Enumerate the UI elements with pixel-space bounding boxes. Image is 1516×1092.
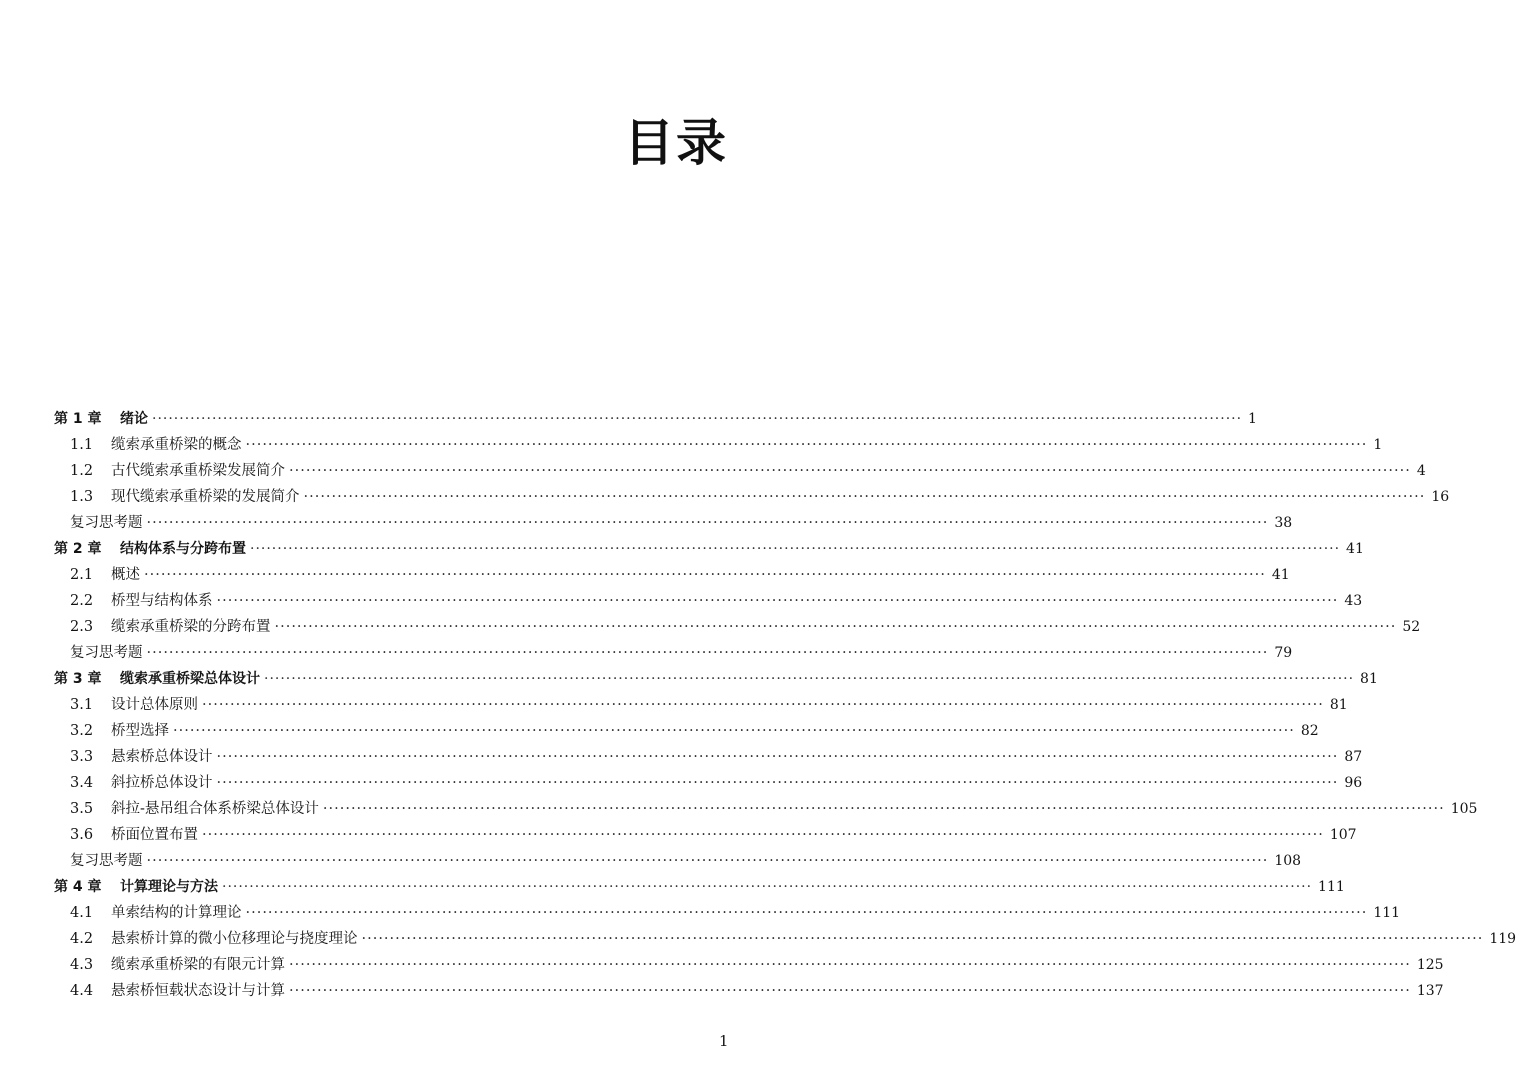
toc-entry-title: 悬索桥总体设计	[111, 749, 213, 765]
toc-entry-title: 悬索桥计算的微小位移理论与挠度理论	[111, 931, 358, 947]
toc-entry-title: 单索结构的计算理论	[111, 905, 242, 921]
toc-leader-dots: ········································································································································································································	[222, 879, 1313, 895]
toc-section-entry	[54, 978, 1444, 1004]
toc-section-entry	[54, 796, 1478, 822]
toc-entry-title: 古代缆索承重桥梁发展简介	[111, 463, 285, 479]
toc-entry-title: 设计总体原则	[111, 697, 198, 713]
toc-entry-page: 107	[1329, 827, 1357, 843]
toc-entry-page: 52	[1402, 619, 1421, 635]
toc-entry-number: 1.3	[70, 489, 94, 505]
toc-entry-title: 桥型与结构体系	[111, 593, 213, 609]
toc-entry-page: 137	[1416, 983, 1444, 999]
toc-entry-page: 87	[1344, 749, 1363, 765]
toc-entry-page: 43	[1344, 593, 1363, 609]
toc-entry-number: 2.1	[70, 567, 94, 583]
toc-entry-title: 结构体系与分跨布置	[120, 541, 246, 557]
toc-entry-page: 4	[1416, 463, 1426, 479]
page-title: 目录	[624, 114, 728, 172]
toc-entry-page: 1	[1373, 437, 1383, 453]
toc-entry-title: 缆索承重桥梁的有限元计算	[111, 957, 285, 973]
toc-entry-number: 3.1	[70, 697, 94, 713]
toc-entry-number: 4.3	[70, 957, 94, 973]
toc-entry-number: 3.6	[70, 827, 94, 843]
toc-entry-number: 3.4	[70, 775, 94, 791]
toc-entry-title: 绪论	[120, 411, 148, 427]
toc-leader-dots: ········································································································································································································	[202, 697, 1324, 713]
toc-entry-number: 3.5	[70, 801, 94, 817]
toc-entry-page: 82	[1300, 723, 1319, 739]
toc-review-entry	[54, 510, 1293, 536]
page-number: 1	[719, 1032, 729, 1050]
toc-leader-dots: ········································································································································································································	[173, 723, 1295, 739]
toc-section-entry	[54, 692, 1348, 718]
toc-leader-dots: ········································································································································································································	[274, 619, 1397, 635]
toc-chapter-entry	[54, 406, 1257, 432]
toc-review-entry	[54, 640, 1293, 666]
toc-section-entry	[54, 562, 1290, 588]
toc-entry-title: 桥型选择	[111, 723, 169, 739]
toc-entry-number: 1.1	[70, 437, 94, 453]
toc-section-entry	[54, 926, 1516, 952]
toc-entry-number: 第 2 章	[54, 541, 102, 557]
toc-entry-number: 2.2	[70, 593, 94, 609]
toc-section-entry	[54, 458, 1426, 484]
toc-entry-title: 缆索承重桥梁总体设计	[120, 671, 260, 687]
toc-entry-page: 105	[1450, 801, 1478, 817]
toc-entry-title: 复习思考题	[70, 515, 143, 531]
toc-leader-dots: ········································································································································································································	[216, 749, 1339, 765]
toc-leader-dots: ········································································································································································································	[146, 515, 1269, 531]
toc-entry-page: 16	[1431, 489, 1450, 505]
toc-entry-title: 缆索承重桥梁的分跨布置	[111, 619, 271, 635]
toc-leader-dots: ········································································································································································································	[250, 541, 1341, 557]
toc-chapter-entry	[54, 874, 1345, 900]
toc-entry-title: 斜拉-悬吊组合体系桥梁总体设计	[111, 801, 319, 817]
toc-entry-page: 125	[1416, 957, 1444, 973]
toc-entry-page: 41	[1346, 541, 1364, 557]
toc-section-entry	[54, 900, 1401, 926]
toc-leader-dots: ········································································································································································································	[361, 931, 1484, 947]
toc-section-entry	[54, 432, 1383, 458]
toc-section-entry	[54, 588, 1363, 614]
toc-entry-number: 3.2	[70, 723, 94, 739]
toc-entry-number: 4.4	[70, 983, 94, 999]
toc-entry-number: 第 1 章	[54, 411, 102, 427]
toc-section-entry	[54, 822, 1357, 848]
toc-leader-dots: ········································································································································································································	[289, 463, 1411, 479]
toc-leader-dots: ········································································································································································································	[216, 775, 1339, 791]
toc-chapter-entry	[54, 536, 1364, 562]
toc-entry-title: 复习思考题	[70, 645, 143, 661]
toc-entry-page: 41	[1271, 567, 1290, 583]
toc-section-entry	[54, 744, 1363, 770]
toc-entry-number: 4.1	[70, 905, 94, 921]
toc-leader-dots: ········································································································································································································	[146, 645, 1269, 661]
toc-leader-dots: ········································································································································································································	[322, 801, 1445, 817]
toc-entry-number: 3.3	[70, 749, 94, 765]
toc-entry-number: 4.2	[70, 931, 94, 947]
toc-entry-page: 111	[1373, 905, 1401, 921]
toc-entry-page: 79	[1274, 645, 1293, 661]
toc-leader-dots: ········································································································································································································	[146, 853, 1269, 869]
toc-entry-number: 第 3 章	[54, 671, 102, 687]
toc-entry-page: 108	[1274, 853, 1302, 869]
toc-entry-title: 概述	[111, 567, 140, 583]
toc-entry-number: 2.3	[70, 619, 94, 635]
toc-entry-page: 1	[1248, 411, 1257, 427]
toc-chapter-entry	[54, 666, 1378, 692]
toc-section-entry	[54, 614, 1421, 640]
toc-entry-number: 第 4 章	[54, 879, 102, 895]
toc-leader-dots: ········································································································································································································	[216, 593, 1339, 609]
toc-entry-title: 悬索桥恒载状态设计与计算	[111, 983, 285, 999]
toc-entry-page: 119	[1489, 931, 1516, 947]
toc-review-entry	[54, 848, 1302, 874]
toc-section-entry	[54, 484, 1450, 510]
toc-entry-title: 复习思考题	[70, 853, 143, 869]
toc-section-entry	[54, 952, 1444, 978]
toc-leader-dots: ········································································································································································································	[144, 567, 1266, 583]
toc-leader-dots: ········································································································································································································	[289, 983, 1411, 999]
toc-entry-title: 斜拉桥总体设计	[111, 775, 213, 791]
toc-entry-title: 缆索承重桥梁的概念	[111, 437, 242, 453]
toc-leader-dots: ········································································································································································································	[245, 905, 1368, 921]
toc-leader-dots: ········································································································································································································	[264, 671, 1355, 687]
toc-entry-page: 38	[1274, 515, 1293, 531]
toc-section-entry	[54, 770, 1363, 796]
toc-leader-dots: ········································································································································································································	[289, 957, 1411, 973]
toc-leader-dots: ········································································································································································································	[202, 827, 1324, 843]
toc-entry-page: 81	[1360, 671, 1378, 687]
table-of-contents	[54, 406, 1516, 1004]
toc-leader-dots: ········································································································································································································	[245, 437, 1368, 453]
toc-entry-title: 桥面位置布置	[111, 827, 198, 843]
toc-entry-title: 计算理论与方法	[120, 879, 218, 895]
toc-section-entry	[54, 718, 1319, 744]
toc-leader-dots: ········································································································································································································	[303, 489, 1426, 505]
toc-entry-page: 111	[1318, 879, 1345, 895]
toc-entry-page: 81	[1329, 697, 1348, 713]
toc-entry-title: 现代缆索承重桥梁的发展简介	[111, 489, 300, 505]
toc-entry-page: 96	[1344, 775, 1363, 791]
toc-leader-dots: ········································································································································································································	[152, 411, 1243, 427]
toc-entry-number: 1.2	[70, 463, 94, 479]
